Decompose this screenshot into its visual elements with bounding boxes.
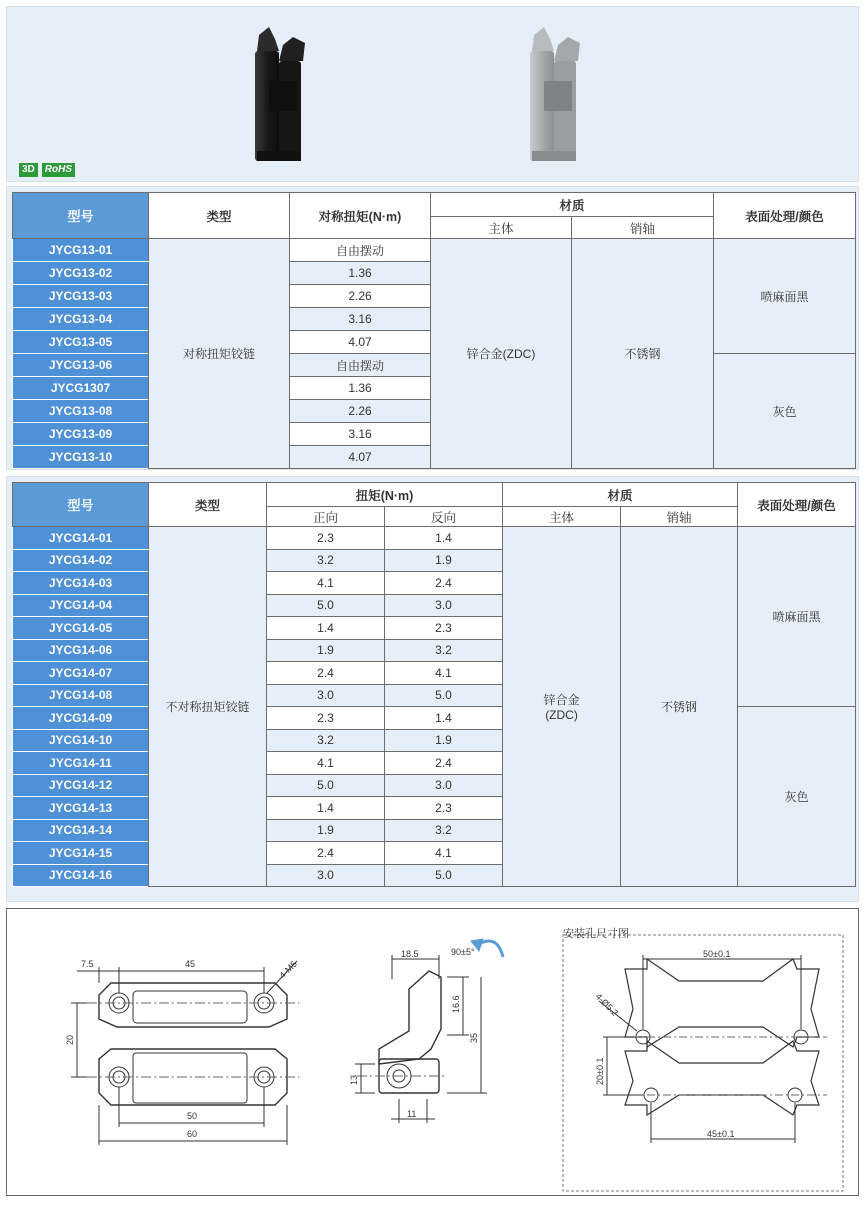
3d-badge: 3D	[19, 163, 38, 177]
dim-60: 60	[187, 1129, 198, 1139]
torque-cell: 4.07	[290, 331, 431, 354]
model-cell: JYCG14-02	[13, 549, 149, 572]
symmetric-torque-table	[12, 192, 856, 469]
dim-4-m5: 4-M5	[277, 958, 299, 981]
model-cell: JYCG13-04	[13, 308, 149, 331]
torque-cell: 3.16	[290, 423, 431, 446]
forward-cell: 1.4	[267, 617, 385, 640]
model-cell: JYCG14-15	[13, 842, 149, 865]
surface-black-cell: 喷麻面黑	[714, 239, 856, 354]
install-hole-title: 安装孔尺寸图	[563, 928, 629, 940]
reverse-cell: 4.1	[385, 662, 503, 685]
header-surface: 表面处理/颜色	[738, 483, 856, 527]
model-cell: JYCG14-07	[13, 662, 149, 685]
forward-cell: 1.9	[267, 639, 385, 662]
type-cell: 对称扭矩铰链	[149, 239, 290, 469]
reverse-cell: 5.0	[385, 864, 503, 887]
torque-cell: 3.16	[290, 308, 431, 331]
table2-panel	[6, 476, 859, 902]
forward-cell: 3.0	[267, 864, 385, 887]
model-cell: JYCG14-04	[13, 594, 149, 617]
dimension-drawing	[7, 909, 860, 1197]
reverse-cell: 3.0	[385, 594, 503, 617]
black-hinge-image	[237, 21, 327, 169]
model-cell: JYCG13-03	[13, 285, 149, 308]
pin-material-cell: 不锈钢	[572, 239, 714, 469]
body-material-cell: 锌合金(ZDC)	[431, 239, 572, 469]
forward-cell: 2.3	[267, 707, 385, 730]
header-torque: 对称扭矩(N·m)	[290, 193, 431, 239]
header-type: 类型	[149, 193, 290, 239]
forward-cell: 4.1	[267, 752, 385, 775]
model-cell: JYCG14-05	[13, 617, 149, 640]
model-cell: JYCG13-02	[13, 262, 149, 285]
reverse-cell: 1.4	[385, 707, 503, 730]
dim-45: 45	[185, 959, 196, 969]
torque-cell: 1.36	[290, 377, 431, 400]
surface-gray-cell: 灰色	[714, 354, 856, 469]
header-type: 类型	[149, 483, 267, 527]
header-material: 材质	[503, 483, 738, 507]
dim-18-5: 18.5	[401, 949, 419, 959]
forward-cell: 1.9	[267, 819, 385, 842]
dim-16-6: 16.6	[451, 995, 461, 1013]
forward-cell: 3.0	[267, 684, 385, 707]
body-material-line1: 锌合金	[543, 693, 580, 707]
model-cell: JYCG1307	[13, 377, 149, 400]
reverse-cell: 2.3	[385, 797, 503, 820]
forward-cell: 5.0	[267, 774, 385, 797]
torque-cell: 自由摆动	[290, 239, 431, 262]
header-material: 材质	[431, 193, 714, 217]
forward-cell: 4.1	[267, 572, 385, 595]
reverse-cell: 2.4	[385, 752, 503, 775]
model-cell: JYCG14-16	[13, 864, 149, 887]
body-material-cell	[503, 527, 621, 887]
dim-7-5: 7.5	[81, 959, 94, 969]
model-cell: JYCG13-09	[13, 423, 149, 446]
gray-hinge-image	[512, 21, 602, 169]
model-cell: JYCG14-06	[13, 639, 149, 662]
forward-cell: 2.3	[267, 527, 385, 550]
forward-cell: 2.4	[267, 842, 385, 865]
model-cell: JYCG14-01	[13, 527, 149, 550]
install-dim-45: 45±0.1	[707, 1129, 735, 1139]
torque-cell: 4.07	[290, 446, 431, 469]
dim-50: 50	[187, 1111, 198, 1121]
model-cell: JYCG14-11	[13, 752, 149, 775]
table1-panel	[6, 186, 859, 470]
model-cell: JYCG13-01	[13, 239, 149, 262]
model-cell: JYCG14-08	[13, 684, 149, 707]
dim-35: 35	[469, 1032, 479, 1043]
reverse-cell: 2.4	[385, 572, 503, 595]
header-model: 型号	[13, 193, 149, 239]
dim-13: 13	[349, 1074, 359, 1085]
torque-cell: 自由摆动	[290, 354, 431, 377]
model-cell: JYCG13-05	[13, 331, 149, 354]
asymmetric-torque-table	[12, 482, 856, 887]
model-cell: JYCG13-08	[13, 400, 149, 423]
header-model: 型号	[13, 483, 149, 527]
model-cell: JYCG14-14	[13, 819, 149, 842]
torque-cell: 2.26	[290, 285, 431, 308]
reverse-cell: 3.0	[385, 774, 503, 797]
model-cell: JYCG14-13	[13, 797, 149, 820]
reverse-cell: 1.9	[385, 549, 503, 572]
forward-cell: 3.2	[267, 549, 385, 572]
forward-cell: 5.0	[267, 594, 385, 617]
product-photo-panel	[6, 6, 859, 182]
type-cell: 不对称扭矩铰链	[149, 527, 267, 887]
torque-cell: 2.26	[290, 400, 431, 423]
forward-cell: 3.2	[267, 729, 385, 752]
surface-gray-cell: 灰色	[738, 707, 856, 887]
reverse-cell: 5.0	[385, 684, 503, 707]
install-dim-20: 20±0.1	[595, 1057, 605, 1085]
dim-20: 20	[65, 1034, 75, 1045]
header-body: 主体	[503, 507, 621, 527]
body-material-line2: (ZDC)	[545, 708, 578, 722]
model-cell: JYCG14-12	[13, 774, 149, 797]
reverse-cell: 3.2	[385, 819, 503, 842]
reverse-cell: 1.9	[385, 729, 503, 752]
pin-material-cell: 不锈钢	[621, 527, 738, 887]
forward-cell: 2.4	[267, 662, 385, 685]
dim-11: 11	[407, 1109, 417, 1119]
header-torque: 扭矩(N·m)	[267, 483, 503, 507]
model-cell: JYCG14-10	[13, 729, 149, 752]
header-body: 主体	[431, 217, 572, 239]
forward-cell: 1.4	[267, 797, 385, 820]
model-cell: JYCG13-10	[13, 446, 149, 469]
reverse-cell: 2.3	[385, 617, 503, 640]
model-cell: JYCG13-06	[13, 354, 149, 377]
header-reverse: 反向	[385, 507, 503, 527]
torque-cell: 1.36	[290, 262, 431, 285]
header-surface: 表面处理/颜色	[714, 193, 856, 239]
model-cell: JYCG14-09	[13, 707, 149, 730]
reverse-cell: 1.4	[385, 527, 503, 550]
header-pin: 销轴	[621, 507, 738, 527]
surface-black-cell: 喷麻面黑	[738, 527, 856, 707]
model-cell: JYCG14-03	[13, 572, 149, 595]
reverse-cell: 3.2	[385, 639, 503, 662]
rotation-angle: 90±5°	[451, 947, 475, 957]
rohs-badge: RoHS	[42, 163, 75, 177]
install-hole-spec: 4-Ø5.2	[593, 991, 621, 1018]
header-pin: 销轴	[572, 217, 714, 239]
header-forward: 正向	[267, 507, 385, 527]
technical-drawing-panel	[6, 908, 859, 1196]
reverse-cell: 4.1	[385, 842, 503, 865]
install-dim-50: 50±0.1	[703, 949, 731, 959]
